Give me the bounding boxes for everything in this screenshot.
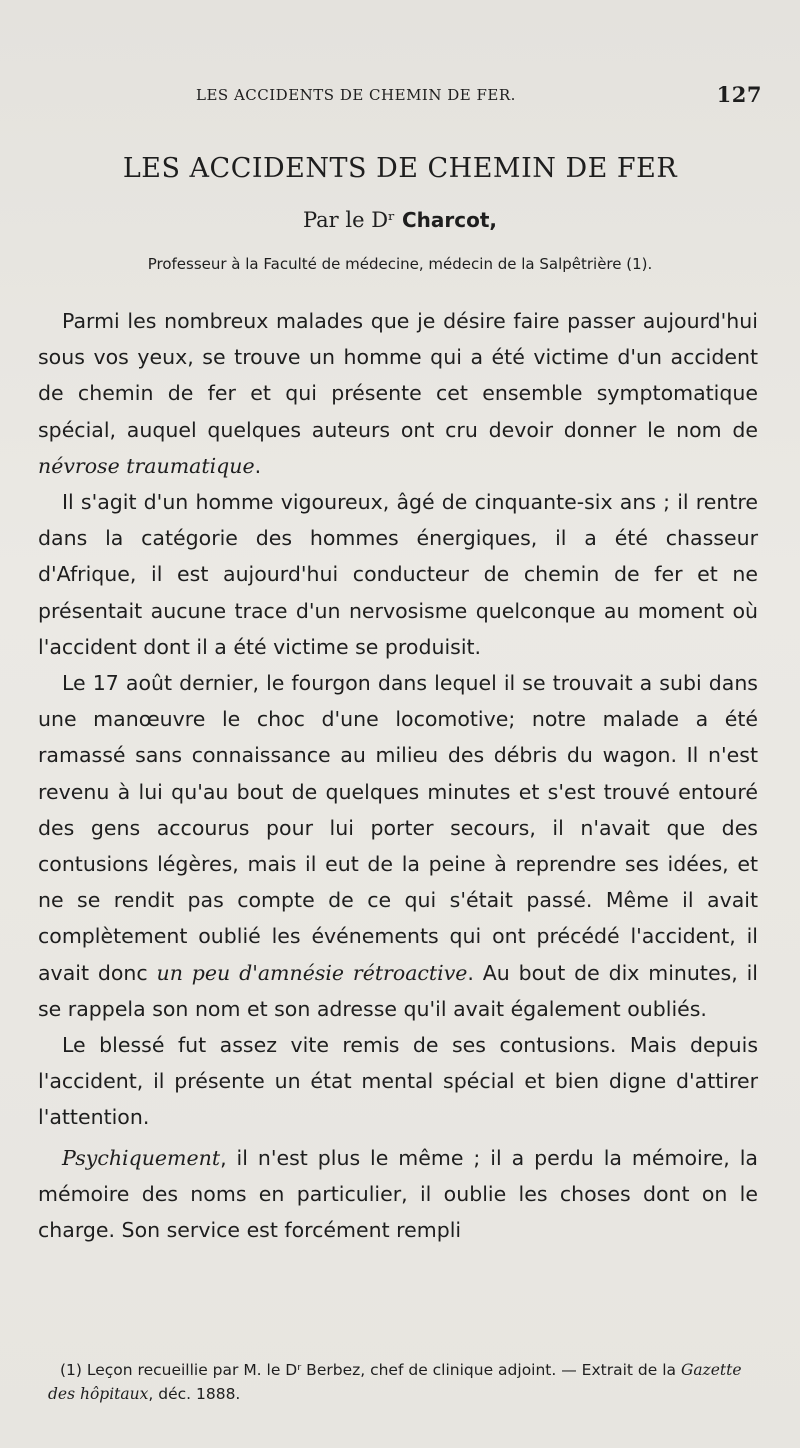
paragraph-1 xyxy=(38,303,758,484)
footnote-text-start: (1) Leçon recueillie par M. le Dʳ Berbez, chef de clinique adjoint. — Extrait de la xyxy=(60,1361,681,1379)
paragraph-2: Il s'agit d'un homme vigoureux, âgé de cinquante-six ans ; il rentre dans la catégorie des hommes énergiques, il a été chasseur d'Afrique, il est aujourd'hui conducteur de chemin de fer et ne présentait aucune trace d'un nervosisme quelconque au moment où l'accident dont il a été victime se produisit. xyxy=(38,490,758,659)
paragraph-3-italic: un peu d'amnésie rétroactive xyxy=(156,960,468,985)
footnote-text-end: , déc. 1888. xyxy=(148,1385,241,1403)
paragraph-4: Le blessé fut assez vite remis de ses contusions. Mais depuis l'accident, il présente un état mental spécial et bien digne d'attirer l'attention. xyxy=(38,1033,758,1130)
paragraph-5 xyxy=(38,1140,758,1249)
paragraph-3 xyxy=(38,665,758,1027)
running-head-title: LES ACCIDENTS DE CHEMIN DE FER. xyxy=(196,86,516,104)
article-body xyxy=(38,303,758,1248)
paragraph-1-end: . xyxy=(254,453,262,478)
author-affiliation: Professeur à la Faculté de médecine, médecin de la Salpêtrière (1). xyxy=(147,255,653,273)
paragraph-1-text: Parmi les nombreux malades que je désire faire passer aujourd'hui sous vos yeux, se trouve un homme qui a été victime d'un accident de chemin de fer et qui présente cet ensemble symptomatique spécial, auquel quelques auteurs ont cru devoir donner le nom de xyxy=(38,309,758,442)
paragraph-5-italic: Psychiquement xyxy=(62,1145,221,1170)
author-name: Charcot, xyxy=(402,208,498,232)
footnote-source-italic: Gazette des hôpitaux xyxy=(48,1361,742,1403)
byline xyxy=(0,208,800,232)
page-number: 127 xyxy=(716,82,762,107)
paragraph-3-end: . Au bout de dix minutes, il se rappela son nom et son adresse qu'il avait également oubliés. xyxy=(38,960,758,1021)
byline-prefix: Par le Dʳ xyxy=(302,208,402,232)
paragraph-5-text: , il n'est plus le même ; il a perdu la mémoire, la mémoire des noms en particulier, il oublie les choses dont on le charge. Son service est forcément rempli xyxy=(38,1145,758,1243)
paragraph-1-italic: névrose traumatique xyxy=(38,453,255,478)
footnote-text xyxy=(48,1358,768,1406)
paragraph-3-text: Le 17 août dernier, le fourgon dans lequel il se trouvait a subi dans une manœuvre le choc d'une locomotive; notre malade a été ramassé sans connaissance au milieu des débris du wagon. Il n'est revenu à lui qu'au bout de quelques minutes et s'est trouvé entouré des gens accourus pour lui porter secours, il n'avait que des contusions légères, mais il eut de la peine à reprendre ses idées, et ne se rendit pas compte de ce qui s'était passé. Même il avait complètement oublié les événements qui ont précédé l'accident, il avait donc xyxy=(38,671,758,985)
footnote xyxy=(48,1358,768,1406)
running-head xyxy=(196,80,762,110)
article-title: LES ACCIDENTS DE CHEMIN DE FER xyxy=(122,153,678,184)
